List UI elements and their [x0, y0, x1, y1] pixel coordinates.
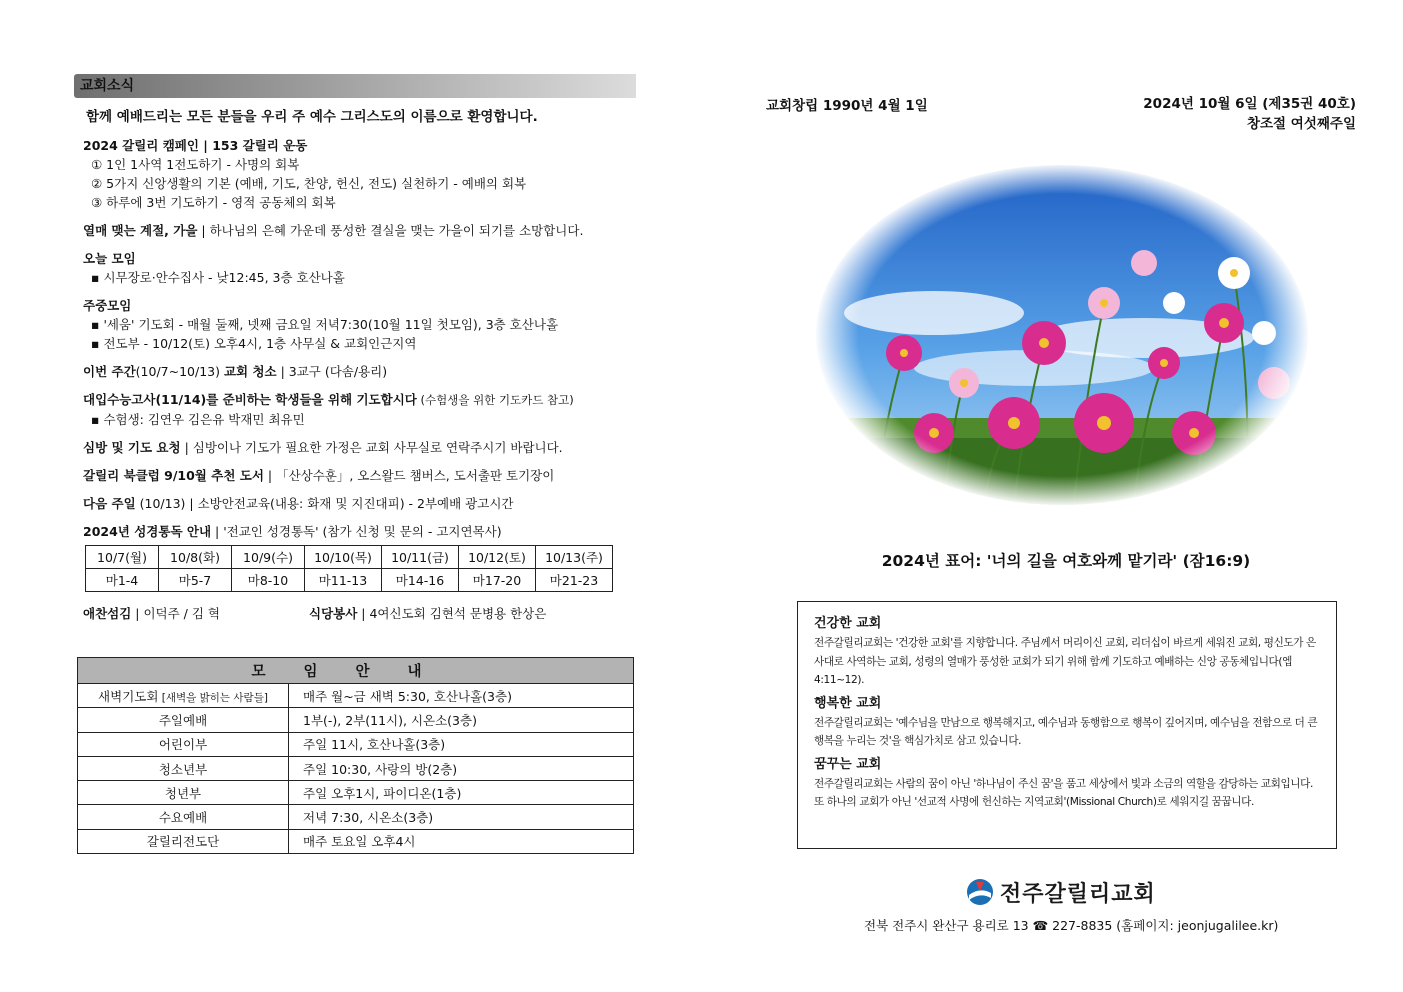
meeting-time: 1부(-), 2부(11시), 시온소(3층) [289, 708, 634, 732]
welcome-message: 함께 예배드리는 모든 분들을 우리 주 예수 그리스도의 이름으로 환영합니다. [86, 109, 538, 125]
bible-day: 10/13(주) [536, 546, 613, 569]
meeting-header: 모임안내 [78, 658, 634, 684]
cleaning-c: 교회 청소 [223, 364, 277, 379]
next-title: 다음 주일 [83, 496, 136, 511]
weekday-item: ▪ 전도부 - 10/12(토) 오후4시, 1층 사무실 & 교회인근지역 [91, 336, 417, 351]
table-row [78, 708, 634, 732]
bible-reading: 마5-7 [159, 569, 232, 592]
vision-text: 전주갈릴리교회는 '건강한 교회'를 지향합니다. 주님께서 머리이신 교회, 리더십이 바르게 세워진 교회, 평신도가 은사대로 사역하는 교회, 성령의 열매가 풍성한 교회가 되기 위해 함께 기도하고 예배하는 신앙 공동체입니다(엡4:11~12). [814, 637, 1316, 686]
meeting-time: 매주 토요일 오후4시 [289, 829, 634, 853]
table-row [78, 684, 634, 708]
meeting-time: 저녁 7:30, 시온소(3층) [289, 805, 634, 829]
table-row [78, 756, 634, 780]
bible-reading: 마14-16 [382, 569, 459, 592]
bible-reading: 마21-23 [536, 569, 613, 592]
bible-reading: 마1-4 [86, 569, 159, 592]
meeting-name: 주일예배 [78, 708, 289, 732]
servers-b-text: | 4여신도회 김현석 문병용 한상은 [357, 606, 547, 621]
liturgical-week: 창조절 여섯째주일 [1246, 116, 1356, 132]
exam-item: ▪ 수험생: 김연우 김은유 박재민 최유민 [91, 412, 305, 427]
section-banner: 교회소식 [74, 74, 636, 98]
table-row [86, 546, 613, 569]
meeting-name: 청소년부 [78, 756, 289, 780]
bookclub-block [74, 466, 636, 485]
today-block [74, 249, 636, 287]
visit-block [74, 438, 636, 457]
meeting-time: 주일 10:30, 사랑의 방(2층) [289, 756, 634, 780]
weekday-block [74, 296, 636, 353]
bible-day: 10/11(금) [382, 546, 459, 569]
exam-block [74, 390, 636, 429]
campaign-title: 2024 갈릴리 캠페인 | 153 갈릴리 운동 [83, 138, 308, 153]
vision-text: 전주갈릴리교회는 사람의 꿈이 아닌 '하나님이 주신 꿈'을 품고 세상에서 빛과 소금의 역할을 감당하는 교회입니다. 또 하나의 교회가 아닌 '선교적 사명에 헌신하는 지역교회'(Missional Church)로 세워지길 꿈꿉니다. [814, 777, 1313, 808]
bible-text: | '전교인 성경통독' (참가 신청 및 문의 - 고지연목사) [211, 524, 502, 539]
table-row [78, 829, 634, 853]
meeting-time: 주일 11시, 호산나홀(3층) [289, 732, 634, 756]
bible-reading: 마17-20 [459, 569, 536, 592]
vision-text: 전주갈릴리교회는 '예수님을 만남으로 행복해지고, 예수님과 동행함으로 행복이 깊어지며, 예수님을 전함으로 더 큰 행복을 누리는 것'을 핵심가치로 삼고 있습니다. [814, 716, 1318, 747]
church-vision-box [797, 601, 1337, 849]
cleaning-block [74, 362, 636, 381]
church-address: 전북 전주시 완산구 용리로 13 ☎ 227-8835 (홈페이지: jeonjugalilee.kr) [864, 918, 1279, 933]
table-row [86, 569, 613, 592]
vision-title: 건강한 교회 [814, 616, 882, 631]
bible-day: 10/7(월) [86, 546, 159, 569]
issue-date: 2024년 10월 6일 (제35권 40호) [1143, 96, 1356, 112]
meeting-name: 청년부 [78, 781, 289, 805]
vision-title: 행복한 교회 [814, 695, 882, 711]
founded-date: 교회창립 1990년 4월 1일 [766, 98, 928, 114]
bible-day: 10/9(수) [232, 546, 305, 569]
visit-title: 심방 및 기도 요청 [83, 440, 181, 455]
cleaning-d: | 3교구 (다솜/용리) [276, 364, 388, 379]
season-block [74, 221, 636, 240]
campaign-item: ① 1인 1사역 1전도하기 - 사명의 회복 [91, 157, 300, 172]
bible-reading: 마8-10 [232, 569, 305, 592]
campaign-item: ③ 하루에 3번 기도하기 - 영적 공동체의 회복 [91, 195, 336, 210]
servers-b [309, 604, 546, 623]
servers-a-text: | 이덕주 / 김 혁 [131, 606, 220, 621]
cleaning-b: (10/7~10/13) [135, 364, 224, 379]
meeting-guide-table [77, 657, 634, 854]
servers-b-title: 식당봉사 [309, 606, 358, 621]
church-news-section [74, 74, 636, 624]
table-row [78, 781, 634, 805]
vision-title: 꿈꾸는 교회 [814, 756, 882, 772]
next-sunday-block [74, 494, 636, 513]
season-title: 열매 맺는 계절, 가을 [83, 223, 198, 238]
bible-reading-table [85, 545, 613, 592]
servers-a-title: 애찬섬김 [83, 606, 132, 621]
bible-day: 10/8(화) [159, 546, 232, 569]
church-logo-icon [966, 878, 994, 906]
bible-reading: 마11-13 [305, 569, 382, 592]
exam-note: (수험생을 위한 기도카드 참고) [416, 393, 574, 407]
annual-motto: 2024년 표어: '너의 길을 여호와께 맡기라' (잠16:9) [881, 552, 1251, 570]
meeting-name: 새벽기도회 [새벽을 밝히는 사람들] [78, 684, 289, 708]
campaign-block [74, 136, 636, 212]
meeting-name: 갈릴리전도단 [78, 829, 289, 853]
exam-title: 대입수능고사(11/14)를 준비하는 학생들을 위해 기도합시다 [83, 392, 417, 407]
table-row [78, 732, 634, 756]
church-name: 전주갈릴리교회 [1000, 881, 1156, 907]
cleaning-a: 이번 주간 [83, 364, 136, 379]
table-header-row [78, 658, 634, 684]
weekday-item: ▪ '세움' 기도회 - 매월 둘째, 넷째 금요일 저녁7:30(10월 11일 첫모임), 3층 호산나홀 [91, 317, 559, 332]
church-logo [966, 876, 1156, 908]
bible-block [74, 522, 636, 541]
meeting-time: 매주 월~금 새벽 5:30, 호산나홀(3층) [289, 684, 634, 708]
next-text: (10/13) | 소방안전교육(내용: 화재 및 지진대피) - 2부예배 광고시간 [135, 496, 514, 511]
bible-title: 2024년 성경통독 안내 [83, 524, 212, 539]
weekday-title: 주중모임 [83, 298, 132, 313]
meeting-name: 수요예배 [78, 805, 289, 829]
today-item: ▪ 시무장로·안수집사 - 낮12:45, 3층 호산나홀 [91, 270, 345, 285]
table-row [78, 805, 634, 829]
meeting-time: 주일 오후1시, 파이디온(1층) [289, 781, 634, 805]
season-text: | 하나님의 은혜 가운데 풍성한 결실을 맺는 가을이 되기를 소망합니다. [197, 223, 584, 238]
meeting-name: 어린이부 [78, 732, 289, 756]
bookclub-text: | 「산상수훈」, 오스왈드 챔버스, 도서출판 토기장이 [263, 468, 555, 483]
bible-day: 10/12(토) [459, 546, 536, 569]
bookclub-title: 갈릴리 북클럽 9/10월 추천 도서 [83, 468, 264, 483]
bible-day: 10/10(목) [305, 546, 382, 569]
servers-row [74, 604, 636, 624]
today-title: 오늘 모임 [83, 251, 136, 266]
bulletin-date [1143, 94, 1356, 134]
cosmos-flower-image [814, 163, 1310, 508]
campaign-item: ② 5가지 신앙생활의 기본 (예배, 기도, 찬양, 헌신, 전도) 실천하기 - 예배의 회복 [91, 176, 527, 191]
visit-text: | 심방이나 기도가 필요한 가정은 교회 사무실로 연락주시기 바랍니다. [180, 440, 563, 455]
